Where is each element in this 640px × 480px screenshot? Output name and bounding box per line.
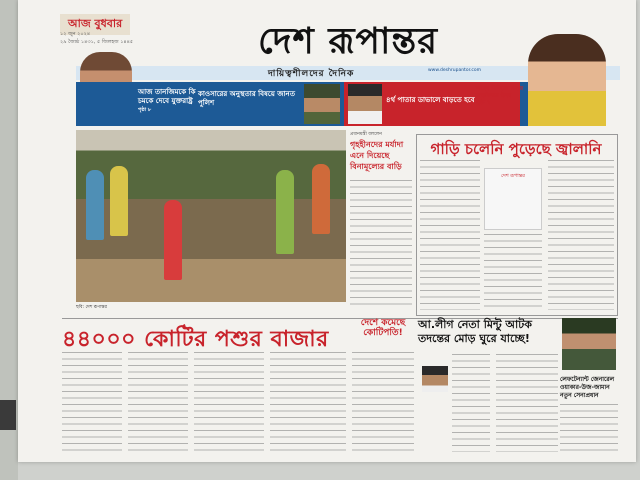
newspaper-page [18, 0, 636, 462]
box-story-column [548, 160, 614, 310]
spectator [110, 166, 128, 236]
spectator [312, 164, 330, 234]
actress-photo [528, 34, 606, 126]
side-story-kicker: প্রধানমন্ত্রী বললেন [350, 132, 382, 137]
spectator [86, 170, 104, 240]
teaser-1-page: পৃষ্ঠা ৮ [138, 107, 152, 113]
middle-story-body [352, 352, 414, 452]
box-story-column [484, 234, 542, 310]
box-story-column [420, 160, 480, 310]
teaser-3: ৪র্থ পাতার ডাভালে বাড়তে হবে [386, 96, 475, 104]
box-story-headline: গাড়ি চলেনি পুড়েছে জ্বালানি [430, 140, 602, 158]
army-chief-body [560, 404, 618, 452]
bottom-column [270, 352, 346, 452]
official-photo [348, 84, 382, 124]
middle-story-headline: দেশে কমেছে কোটিপতি! [360, 318, 406, 338]
box-ad: দেশ রূপান্তর [484, 168, 542, 230]
bottom-column [128, 352, 188, 452]
lead-photo-caption: ছবি: দেশ রূপান্তর [76, 305, 107, 310]
lead-photo [76, 130, 346, 302]
teaser-1 [138, 88, 198, 115]
teaser-1-text: আজ তানজিমকে কি চমকে দেবে যুক্তরাষ্ট্র [138, 88, 196, 105]
side-story [350, 132, 412, 172]
website: www.deshrupantor.com [428, 68, 482, 73]
masthead-title: দেশ রূপান্তর [257, 20, 439, 62]
teaser-2: কাওসারের অনুস্থতার বিষয়ে জানত পুলিশ [198, 90, 295, 107]
right-story-headline: আ.লীগ নেতা মিন্টু আটক তদন্তের মোড় ঘুরে যাচ্ছে! [418, 318, 532, 345]
officer-photo [304, 84, 340, 124]
side-story-headline: গৃহহীনদের মর্যাদা এনে দিয়েছে বিনামূল্যের বাড়ি [350, 139, 404, 171]
bottom-headline: ৪৪০০০ কোটির পশুর বাজার [62, 327, 329, 352]
right-story-body [496, 354, 558, 452]
right-story-body [452, 354, 490, 452]
army-chief-photo [562, 318, 616, 370]
army-chief-caption: লেফটেন্যান্ট জেনারেল ওয়াকার-উজ-জামান নতুন সেনাপ্রধান [560, 376, 615, 399]
date-lines [60, 30, 133, 46]
date-line: ১২ জুন ২০২৪ [60, 31, 91, 37]
teaser-4-page: পৃষ্ঠা ৭ [476, 100, 491, 106]
date-line: ২৯ জ্যৈষ্ঠ ১৪৩১, ৫ জিলহজ ১৪৪৫ [60, 39, 134, 45]
tagline: দায়িত্বশীলদের দৈনিক [268, 69, 355, 79]
spectator [164, 200, 182, 280]
side-story-body [350, 180, 412, 310]
bottom-column [194, 352, 264, 452]
teaser-4-text: অবৈধ শিবিরের সাজে মডেলিংয়ে উদয় [476, 86, 524, 99]
background-object [0, 400, 16, 430]
bottom-column [62, 352, 122, 452]
spectator [276, 170, 294, 254]
teaser-4 [476, 86, 526, 107]
accused-photo [422, 366, 448, 392]
today-tag: আজ বুধবার [60, 14, 130, 35]
